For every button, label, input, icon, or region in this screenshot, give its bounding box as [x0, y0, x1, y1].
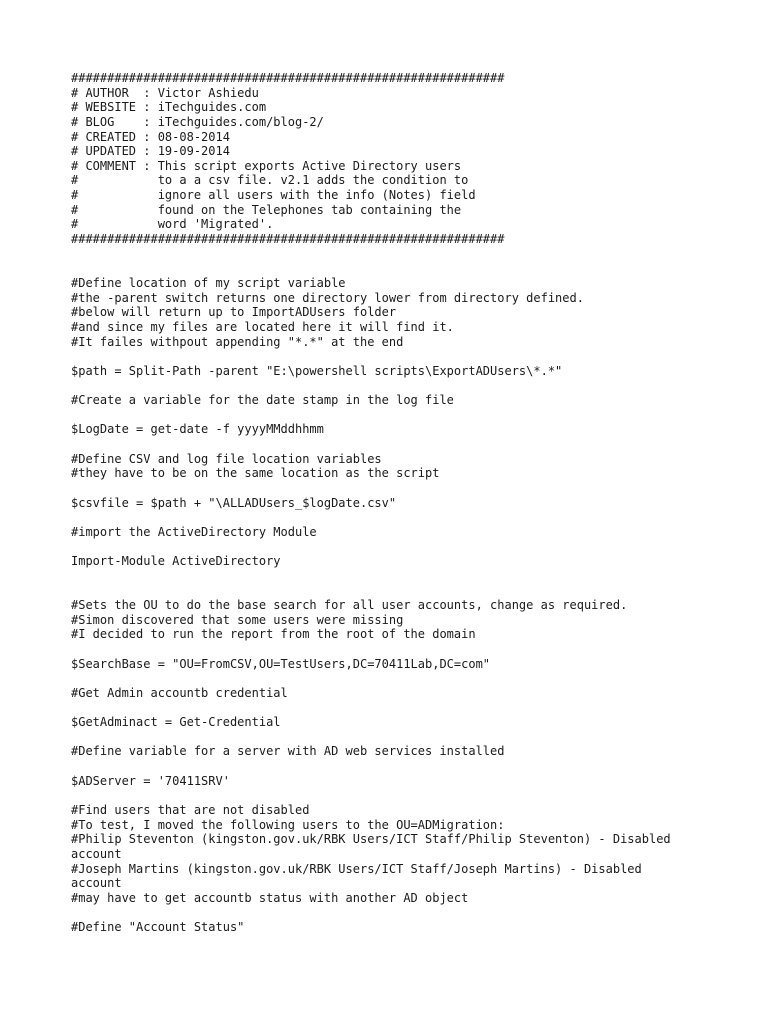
code-line: account — [71, 846, 122, 861]
code-line: #Joseph Martins (kingston.gov.uk/RBK Users/ICT Staff/Joseph Martins) - Disabled — [71, 861, 642, 876]
blank-line — [71, 481, 741, 496]
code-line: #the -parent switch returns one directory lower from directory defined. — [71, 290, 584, 305]
code-line: #import the ActiveDirectory Module — [71, 524, 317, 539]
blank-line — [71, 906, 741, 921]
code-line: Import-Module ActiveDirectory — [71, 554, 281, 569]
code-line: #Find users that are not disabled — [71, 803, 310, 818]
code-line: # COMMENT : This script exports Active Directory users — [71, 158, 462, 173]
blank-line — [71, 701, 741, 716]
code-line: #they have to be on the same location as the script — [71, 466, 440, 481]
code-line: $SearchBase = "OU=FromCSV,OU=TestUsers,DC=70411Lab,DC=com" — [71, 656, 491, 671]
blank-line — [71, 540, 741, 555]
code-line: # CREATED : 08-08-2014 — [71, 129, 230, 144]
code-line: #Define "Account Status" — [71, 920, 245, 935]
code-line: #Simon discovered that some users were missing — [71, 612, 404, 627]
blank-line — [71, 569, 741, 584]
blank-line — [71, 583, 741, 598]
code-line: # WEBSITE : iTechguides.com — [71, 100, 267, 115]
code-line: # word 'Migrated'. — [71, 217, 274, 232]
code-line: #Create a variable for the date stamp in the log file — [71, 393, 454, 408]
code-line: #may have to get accountb status with another AD object — [71, 890, 469, 905]
code-line: #Sets the OU to do the base search for all user accounts, change as required. — [71, 598, 628, 613]
code-line: #Philip Steventon (kingston.gov.uk/RBK Users/ICT Staff/Philip Steventon) - Disabled — [71, 832, 671, 847]
code-line: #To test, I moved the following users to the OU=ADMigration: — [71, 817, 505, 832]
code-line: $ADServer = '70411SRV' — [71, 773, 230, 788]
code-line: #It failes withpout appending "*.*" at the end — [71, 334, 404, 349]
code-line: # UPDATED : 19-09-2014 — [71, 144, 230, 159]
code-line: # ignore all users with the info (Notes) field — [71, 188, 476, 203]
blank-line — [71, 247, 741, 262]
code-line: # to a a csv file. v2.1 adds the condition to — [71, 173, 469, 188]
code-line: account — [71, 876, 122, 891]
code-line: #Define CSV and log file location variables — [71, 451, 382, 466]
code-line: # AUTHOR : Victor Ashiedu — [71, 85, 259, 100]
code-line: #below will return up to ImportADUsers folder — [71, 305, 397, 320]
code-line: $GetAdminact = Get-Credential — [71, 715, 281, 730]
code-line: #I decided to run the report from the root of the domain — [71, 627, 476, 642]
code-line: # found on the Telephones tab containing the — [71, 202, 462, 217]
blank-line — [71, 642, 741, 657]
code-line: $path = Split-Path -parent "E:\powershell scripts\ExportADUsers\*.*" — [71, 363, 563, 378]
blank-line — [71, 730, 741, 745]
blank-line — [71, 408, 741, 423]
blank-line — [71, 437, 741, 452]
blank-line — [71, 261, 741, 276]
code-line: # BLOG : iTechguides.com/blog-2/ — [71, 114, 324, 129]
code-line: #Define location of my script variable — [71, 275, 346, 290]
code-line: #Get Admin accountb credential — [71, 685, 288, 700]
blank-line — [71, 349, 741, 364]
code-line: #and since my files are located here it will find it. — [71, 319, 454, 334]
code-line: $csvfile = $path + "\ALLADUsers_$logDate.csv" — [71, 495, 397, 510]
blank-line — [71, 759, 741, 774]
code-line: $LogDate = get-date -f yyyyMMddhhmm — [71, 422, 324, 437]
script-listing — [71, 71, 741, 935]
blank-line — [71, 510, 741, 525]
blank-line — [71, 378, 741, 393]
code-line: ############################################################ — [71, 71, 505, 85]
code-line: #Define variable for a server with AD web services installed — [71, 744, 505, 759]
code-line: ############################################################ — [71, 232, 505, 247]
blank-line — [71, 671, 741, 686]
blank-line — [71, 788, 741, 803]
